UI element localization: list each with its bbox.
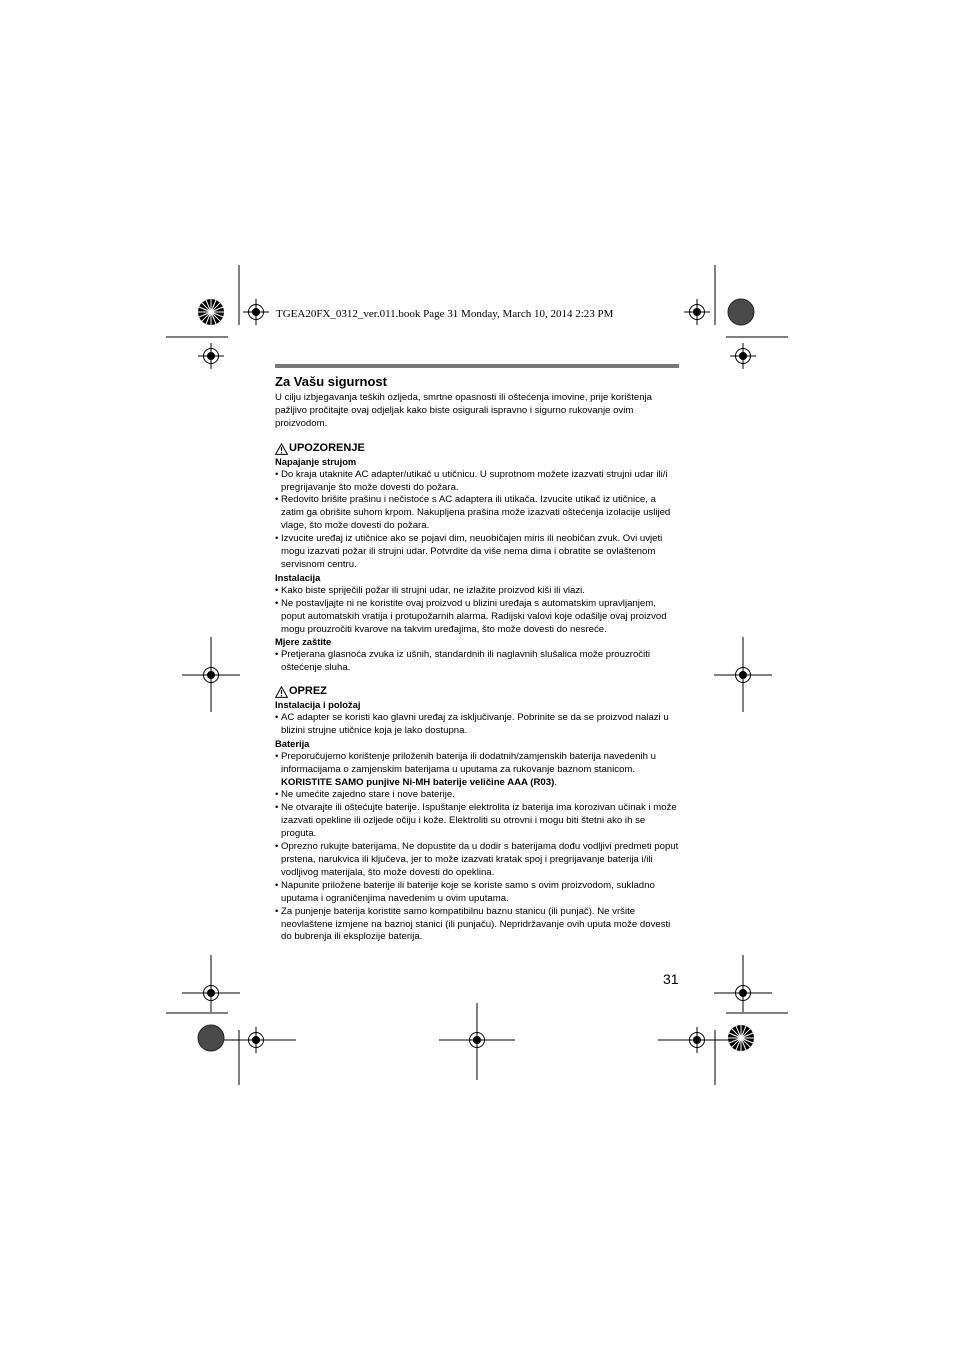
list-item: • Napunite priložene baterije ili baterije koje se koriste samo s ovim proizvodom, sukladno uputama i ograničenjima navedenim u ovim uputama.	[275, 880, 679, 906]
list-item: • Oprezno rukujte baterijama. Ne dopustite da u dodir s baterijama dođu vodljivi predmeti poput prstena, narukvica ili ključeva, jer to može izazvati kratak spoj i pregrijavanje baterija i/ili vodljivog materijala, što može dovesti do opeklina.	[275, 841, 679, 880]
caution-label: OPREZ	[289, 685, 327, 698]
list-item: • Ne postavljajte ni ne koristite ovaj proizvod u blizini uređaja s automatskim upravljanjem, poput automatskih vratija i protupožarnih alarma. Radijski valovi koje odašilje ovaj proizvod mogu prouzročiti kvarove na takvim uređajima, što može dovesti do nesreće.	[275, 598, 679, 637]
battery-requirement: KORISTITE SAMO punjive Ni-MH baterije veličine AAA (R03)	[281, 776, 555, 788]
subheading-power: Napajanje strujom	[275, 455, 357, 467]
list-item: • Preporučujemo korištenje priloženih baterija ili dodatnih/zamjenskih baterija navedenih u informacijama o zamjenskim baterijama u uputama za rukovanje baznom stanicom. KORISTITE SAMO punjive Ni-MH baterije veličine AAA (R03).	[275, 751, 679, 790]
subheading-precautions: Mjere zaštite	[275, 636, 332, 648]
list-item: • Ne otvarajte ili oštećujte baterije. Ispuštanje elektrolita iz baterija ima korozivan učinak i može izazvati opekline ili ozljede očiju i kože. Elektroliti su otrovni i mogu biti štetni ako ih se proguta.	[275, 802, 679, 841]
subheading-installation: Instalacija	[275, 571, 321, 583]
print-header: TGEA20FX_0312_ver.011.book Page 31 Monday, March 10, 2014 2:23 PM	[276, 308, 614, 320]
list-power	[275, 469, 679, 572]
list-item: • AC adapter se koristi kao glavni uređaj za isključivanje. Pobrinite se da se proizvod nalazi u blizini strujne utičnice koja je lako dostupna.	[275, 712, 679, 738]
list-item: • Za punjenje baterija koristite samo kompatibilnu baznu stanicu (ili punjač). Ne vršite neovlaštene izmjene na baznoj stanici (ili punjaču). Nepridržavanje ovih uputa može dovesti do bubrenja ili eksplozije baterija.	[275, 906, 679, 945]
page-number: 31	[663, 971, 679, 987]
list-battery	[275, 751, 679, 945]
list-item: • Pretjerana glasnoća zvuka iz ušnih, standardnih ili naglavnih slušalica može prouzročiti oštećenje sluha.	[275, 649, 679, 675]
battery-recommendation: Preporučujemo korištenje priloženih baterija ili dodatnih/zamjenskih baterija navedenih u informacijama o zamjenskim baterijama u uputama za rukovanje baznom stanicom.	[281, 750, 656, 775]
warning-triangle-icon	[275, 443, 288, 455]
list-placement	[275, 712, 679, 738]
intro-paragraph: U cilju izbjegavanja teških ozljeda, smrtne opasnosti ili oštećenja imovine, prije korištenja pažljivo pročitajte ovaj odjeljak kako biste osigurali ispravno i sigurno rukovanje ovim proizvodom.	[275, 392, 653, 429]
caution-heading	[275, 684, 679, 698]
safety-section	[275, 364, 679, 944]
list-item: • Redovito brišite prašinu i nečistoće s AC adaptera ili utikača. Izvucite utikač iz utičnice, a zatim ga obrišite suhom krpom. Nakupljena prašina može izazvati oštećenja izolacije uslijed vlage, što može dovesti do požara.	[275, 494, 679, 533]
page-title: Za Vašu sigurnost	[275, 374, 387, 389]
list-item: • Do kraja utaknite AC adapter/utikač u utičnicu. U suprotnom možete izazvati strujni udar ili/i pregrijavanje što može dovesti do požara.	[275, 469, 679, 495]
warning-heading	[275, 441, 679, 455]
list-item: • Kako biste spriječili požar ili strujni udar, ne izlažite proizvod kiši ili vlazi.	[275, 585, 679, 598]
list-installation	[275, 585, 679, 637]
list-precautions	[275, 649, 679, 675]
list-item: • Ne umećite zajedno stare i nove baterije.	[275, 789, 679, 802]
list-item: • Izvucite uređaj iz utičnice ako se pojavi dim, neuobičajen miris ili neobičan zvuk. Ovi uvjeti mogu izazvati požar ili strujni udar. Potvrdite da više nema dima i obratite se ovlaštenom servisnom centru.	[275, 533, 679, 572]
section-rule	[275, 364, 679, 368]
subheading-battery: Baterija	[275, 737, 310, 749]
warning-label: UPOZORENJE	[289, 441, 365, 454]
subheading-placement: Instalacija i položaj	[275, 699, 361, 711]
caution-triangle-icon	[275, 686, 288, 698]
